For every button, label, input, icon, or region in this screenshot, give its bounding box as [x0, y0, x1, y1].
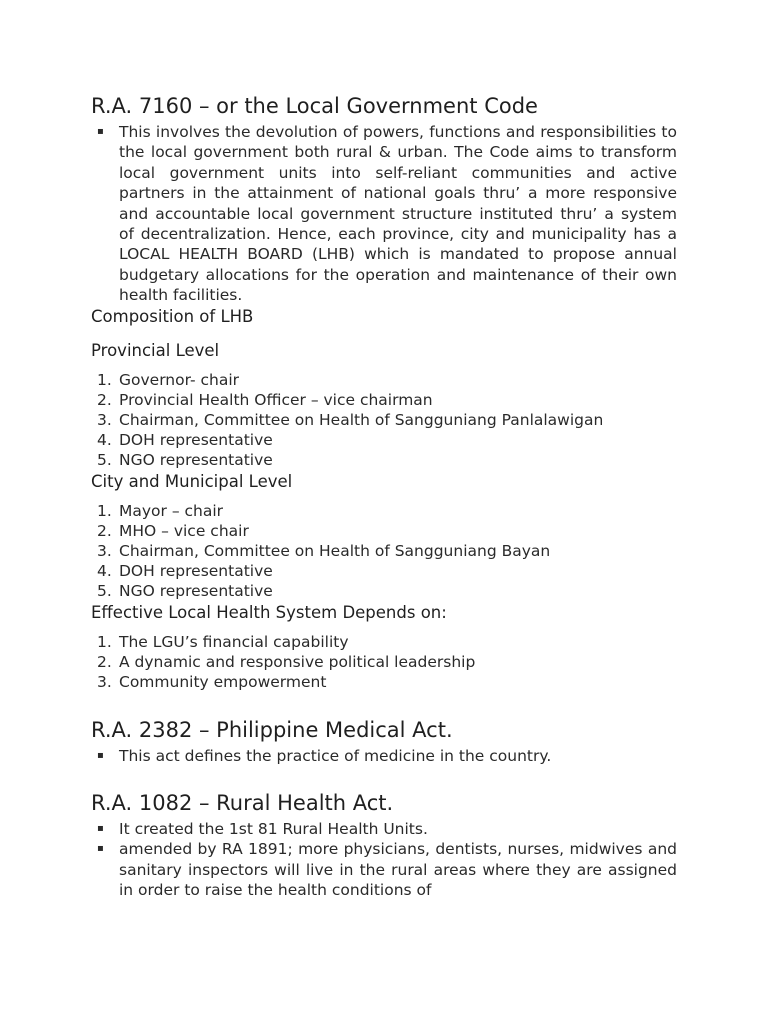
section-title-ra7160: R.A. 7160 – or the Local Government Code: [91, 94, 538, 118]
list-item: 2. A dynamic and responsive political leadership: [97, 652, 476, 671]
list-item: 2. MHO – vice chair: [97, 521, 249, 540]
list-item: 5. NGO representative: [97, 451, 273, 470]
provincial-level-list: [91, 370, 677, 471]
city-municipal-level-heading: City and Municipal Level: [91, 471, 293, 491]
bullet-icon: ▪: [97, 126, 104, 137]
list-item: ▪ This act defines the practice of medicine in the country.: [97, 747, 552, 766]
provincial-level-heading: Provincial Level: [91, 340, 220, 360]
bullet-icon: ▪: [97, 750, 104, 762]
list-item: 3. Community empowerment: [97, 673, 327, 692]
effective-system-list: [91, 632, 677, 693]
list-item: 2. Provincial Health Officer – vice chairman: [97, 390, 433, 409]
list-item: 4. DOH representative: [97, 431, 273, 450]
list-item: 4. DOH representative: [97, 562, 273, 581]
city-municipal-level-list: [91, 501, 677, 602]
document-page: [91, 92, 677, 900]
ra2382-bullet-list: [91, 746, 677, 766]
list-item: 1. The LGU’s financial capability: [97, 632, 349, 651]
list-item: 3. Chairman, Committee on Health of Sangguniang Panlalawigan: [97, 411, 604, 430]
ra7160-bullet-list: [91, 122, 677, 306]
list-item: 1. Governor- chair: [97, 370, 240, 389]
list-item: ▪ amended by RA 1891; more physicians, dentists, nurses, midwives and sanitary inspectors will live in the rural areas where they are assigned in order to raise the health conditions of: [97, 840, 677, 899]
list-item: ▪ It created the 1st 81 Rural Health Units.: [97, 819, 428, 838]
effective-system-heading: Effective Local Health System Depends on:: [91, 602, 447, 622]
list-item: 1. Mayor – chair: [97, 501, 224, 520]
list-item: 3. Chairman, Committee on Health of Sangguniang Bayan: [97, 542, 551, 561]
section-title-ra2382: R.A. 2382 – Philippine Medical Act.: [91, 718, 453, 743]
bullet-icon: ▪: [97, 843, 104, 855]
bullet-icon: ▪: [97, 822, 104, 834]
section-title-ra1082: R.A. 1082 – Rural Health Act.: [91, 790, 394, 815]
ra7160-description: This involves the devolution of powers, functions and responsibilities to the local government both rural & urban. The Code aims to transform local government units into self-reliant communities and active partners in the attainment of national goals thru’ a more responsive and accountable local government structure instituted thru’ a system of decentralization. Hence, each province, city and municipality has a LOCAL HEALTH BOARD (LHB) which is mandated to propose annual budgetary allocations for the operation and maintenance of their own health facilities.: [119, 123, 677, 305]
ra1082-bullet-list: [91, 819, 677, 901]
list-item: 5. NGO representative: [97, 582, 273, 601]
composition-heading: Composition of LHB: [91, 306, 254, 326]
list-item: [97, 122, 677, 306]
